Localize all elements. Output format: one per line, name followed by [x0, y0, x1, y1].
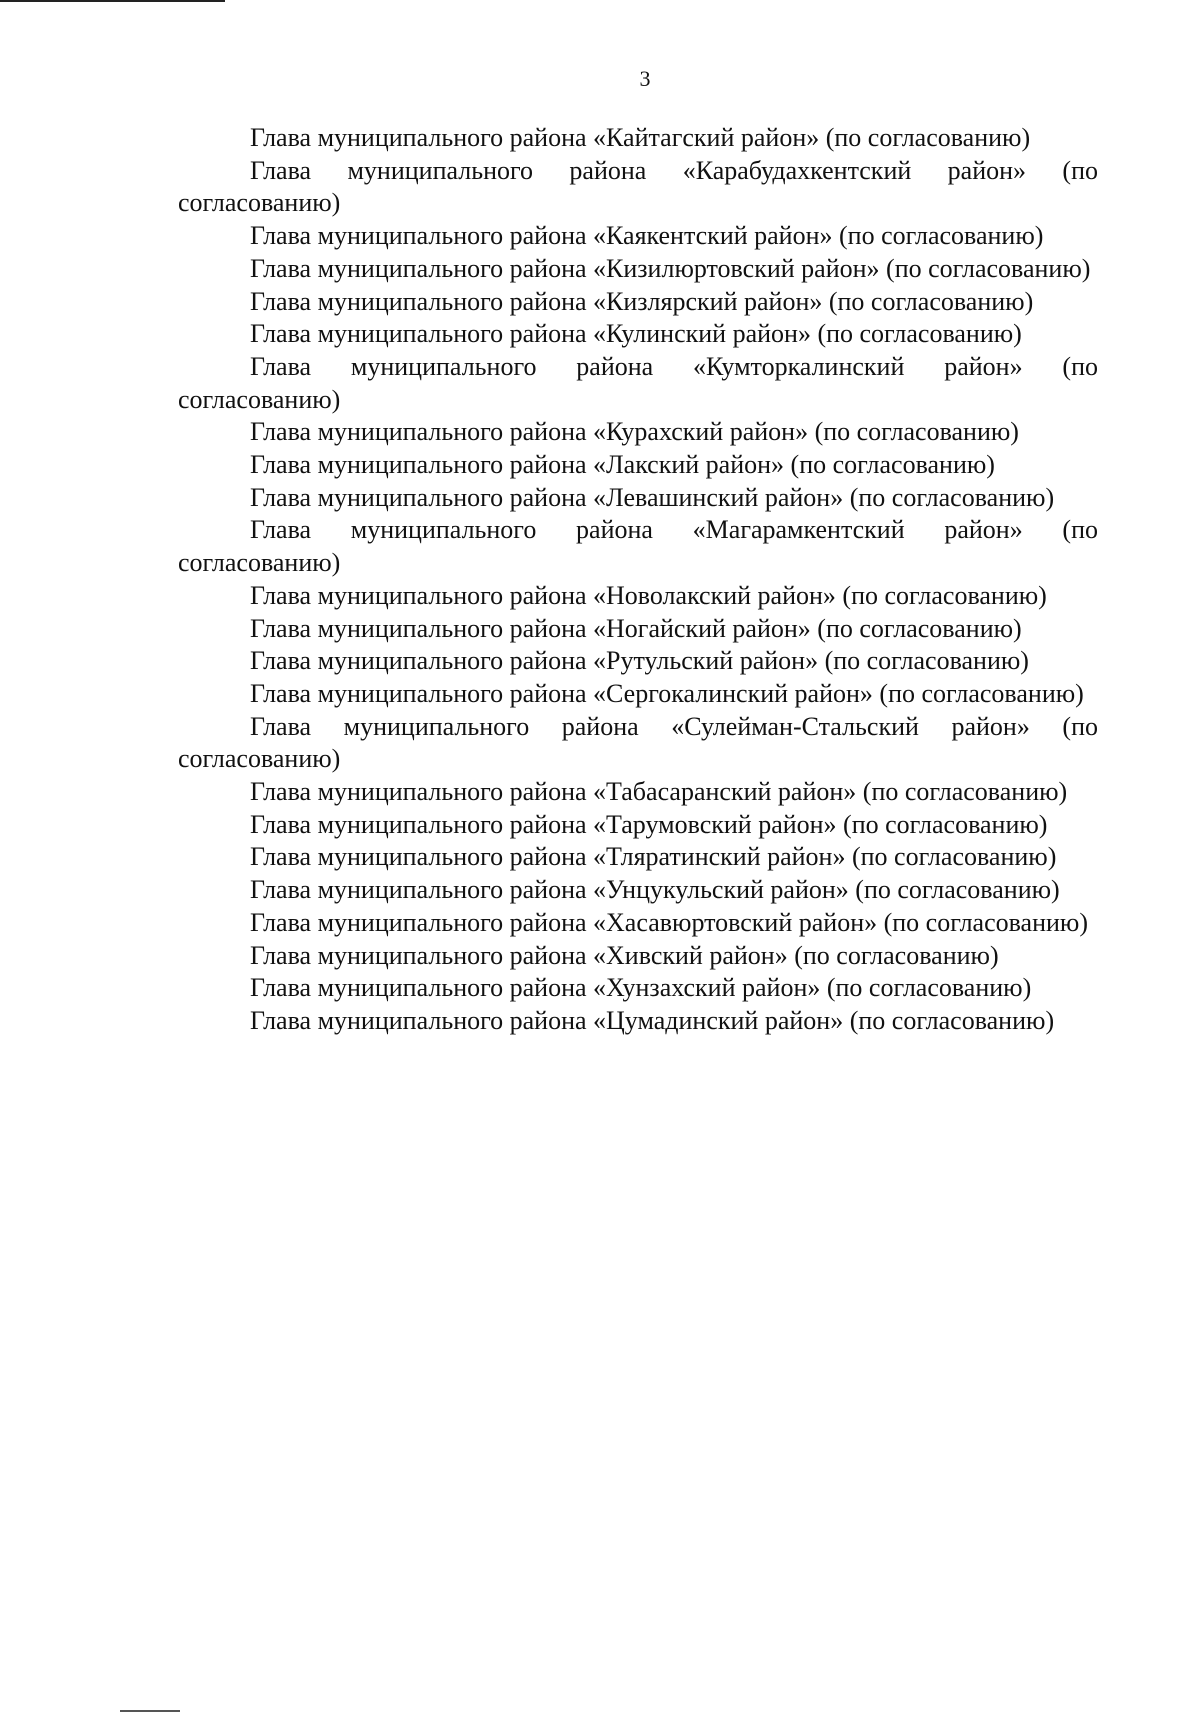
list-item: Глава муниципального района «Цумадинский район» (по согласованию): [250, 1005, 1055, 1035]
page-number: 3: [639, 66, 651, 91]
list-item: Глава муниципального района «Магарамкентский район» (по согласованию): [178, 515, 1098, 578]
document-body: [178, 122, 1098, 1038]
list-item: Глава муниципального района «Карабудахкентский район» (по согласованию): [178, 155, 1098, 218]
list-item: Глава муниципального района «Каякентский район» (по согласованию): [250, 221, 1044, 251]
list-item: Глава муниципального района «Кайтагский район» (по согласованию): [250, 123, 1031, 152]
list-item: Глава муниципального района «Хивский район» (по согласованию): [250, 940, 999, 970]
list-item: Глава муниципального района «Кизилюртовский район» (по согласованию): [250, 253, 1091, 283]
scan-edge-mark-bottom: [120, 1710, 180, 1712]
list-item: Глава муниципального района «Лакский район» (по согласованию): [250, 450, 995, 480]
list-item: Глава муниципального района «Хунзахский район» (по согласованию): [250, 973, 1032, 1003]
list-item: Глава муниципального района «Тляратинский район» (по согласованию): [250, 842, 1057, 872]
list-item: Глава муниципального района «Тарумовский район» (по согласованию): [250, 809, 1048, 839]
list-item: Глава муниципального района «Унцукульский район» (по согласованию): [250, 875, 1060, 905]
list-item: Глава муниципального района «Кулинский район» (по согласованию): [250, 319, 1022, 349]
scan-edge-mark-top: [0, 0, 225, 2]
list-item: Глава муниципального района «Сергокалинский район» (по согласованию): [250, 678, 1084, 708]
list-item: Глава муниципального района «Кумторкалинский район» (по согласованию): [178, 351, 1098, 414]
list-item: Глава муниципального района «Ногайский район» (по согласованию): [250, 613, 1022, 643]
list-item: Глава муниципального района «Табасаранский район» (по согласованию): [250, 777, 1068, 807]
list-item: Глава муниципального района «Новолакский район» (по согласованию): [250, 580, 1047, 610]
list-item: Глава муниципального района «Кизлярский район» (по согласованию): [250, 286, 1034, 316]
list-item: Глава муниципального района «Хасавюртовский район» (по согласованию): [250, 907, 1089, 937]
list-item: Глава муниципального района «Сулейман-Стальский район» (по согласованию): [178, 711, 1098, 774]
list-item: Глава муниципального района «Левашинский район» (по согласованию): [250, 482, 1055, 512]
list-item: Глава муниципального района «Курахский район» (по согласованию): [250, 417, 1019, 447]
list-item: Глава муниципального района «Рутульский район» (по согласованию): [250, 646, 1029, 676]
